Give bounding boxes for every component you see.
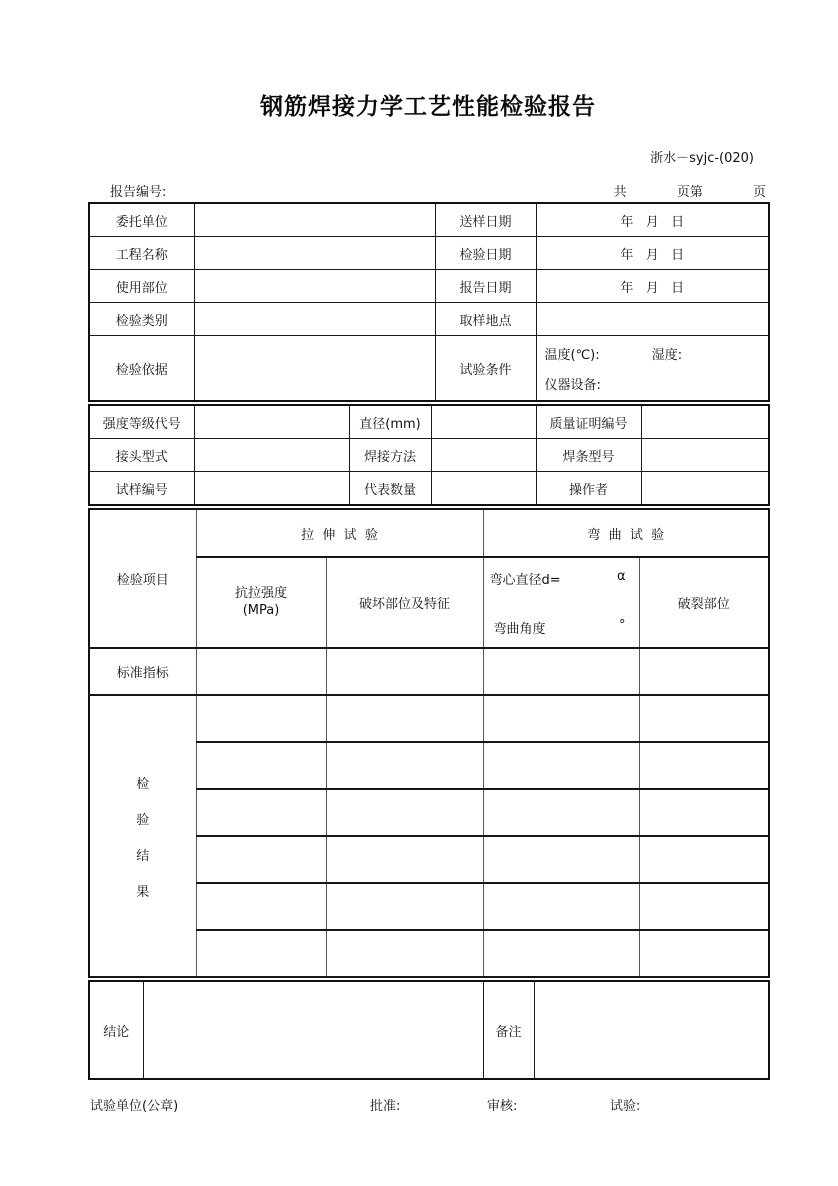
joint-type-value [194, 439, 349, 472]
result-cell [483, 836, 639, 883]
report-no-label: 报告编号: [110, 185, 167, 200]
table-row [89, 472, 769, 506]
table-row [89, 695, 769, 742]
conclusion-value [143, 981, 483, 1079]
result-cell [639, 695, 769, 742]
pages-end-label: 页 [752, 185, 766, 200]
bend-parameters-cell [483, 557, 639, 648]
report-document [88, 0, 768, 1113]
standard-index-label: 标准指标 [89, 648, 196, 695]
strength-grade-label: 强度等级代号 [89, 405, 194, 439]
conclusion-table [88, 980, 770, 1080]
inspection-type-value [194, 303, 435, 336]
bend-test-header: 弯 曲 试 验 [483, 509, 769, 557]
standard-bend-value [483, 648, 639, 695]
tensile-strength-col-label [196, 557, 326, 648]
sampling-location-value [536, 303, 769, 336]
result-cell [196, 742, 326, 789]
sample-no-value [194, 472, 349, 506]
project-name-label: 工程名称 [89, 237, 194, 270]
sample-no-label: 试样编号 [89, 472, 194, 506]
result-cell [639, 930, 769, 977]
result-cell [639, 836, 769, 883]
result-cell [196, 883, 326, 930]
quantity-value [431, 472, 536, 506]
table-row [89, 981, 769, 1079]
bend-angle-suffix: ° [619, 617, 626, 633]
operator-value [641, 472, 769, 506]
client-unit-value [194, 203, 435, 237]
approve-label: 批准: [370, 1099, 401, 1114]
use-location-label: 使用部位 [89, 270, 194, 303]
standard-tensile-value [196, 648, 326, 695]
welding-method-value [431, 439, 536, 472]
result-cell [639, 742, 769, 789]
conclusion-label: 结论 [89, 981, 143, 1079]
strength-grade-value [194, 405, 349, 439]
table-row [89, 648, 769, 695]
result-cell [196, 695, 326, 742]
remark-value [534, 981, 769, 1079]
joint-type-label: 接头型式 [89, 439, 194, 472]
test-label: 试验: [610, 1099, 641, 1114]
result-cell [326, 695, 483, 742]
result-char: 验 [136, 812, 150, 828]
sample-date-value: 年 月 日 [536, 203, 769, 237]
inspection-date-label: 检验日期 [435, 237, 536, 270]
table-row [89, 303, 769, 336]
test-condition-label: 试验条件 [435, 336, 536, 402]
result-cell [483, 742, 639, 789]
result-cell [326, 836, 483, 883]
test-unit-seal-label: 试验单位(公章) [90, 1099, 179, 1114]
review-label: 审核: [487, 1099, 518, 1114]
inspection-basis-value [194, 336, 435, 402]
quantity-label: 代表数量 [349, 472, 431, 506]
result-cell [483, 930, 639, 977]
result-cell [326, 789, 483, 836]
humidity-label: 湿度: [651, 347, 683, 363]
pages-mid-label: 页第 [676, 185, 703, 200]
result-cell [483, 695, 639, 742]
electrode-model-value [641, 439, 769, 472]
page-count [614, 181, 768, 200]
diameter-value [431, 405, 536, 439]
bend-diameter-label: 弯心直径d= [489, 572, 561, 588]
electrode-model-label: 焊条型号 [536, 439, 641, 472]
equipment-label: 仪器设备: [544, 377, 601, 393]
result-cell [483, 789, 639, 836]
table-row [89, 439, 769, 472]
use-location-value [194, 270, 435, 303]
info-table [88, 202, 770, 402]
tensile-strength-unit: (MPa) [242, 602, 280, 618]
sampling-location-label: 取样地点 [435, 303, 536, 336]
quality-cert-label: 质量证明编号 [536, 405, 641, 439]
result-cell [483, 883, 639, 930]
result-char: 结 [136, 848, 150, 864]
inspection-type-label: 检验类别 [89, 303, 194, 336]
inspection-basis-label: 检验依据 [89, 336, 194, 402]
project-name-value [194, 237, 435, 270]
diameter-label: 直径(mm) [349, 405, 431, 439]
quality-cert-value [641, 405, 769, 439]
temperature-label: 温度(℃): [544, 347, 600, 363]
signature-line [88, 1095, 768, 1113]
table-row [89, 237, 769, 270]
result-cell [639, 789, 769, 836]
welding-method-label: 焊接方法 [349, 439, 431, 472]
pages-total-label: 共 [613, 185, 627, 200]
result-cell [639, 883, 769, 930]
form-code: 浙水－syjc-(020) [650, 151, 754, 166]
results-table [88, 508, 770, 978]
result-cell [196, 789, 326, 836]
operator-label: 操作者 [536, 472, 641, 506]
client-unit-label: 委托单位 [89, 203, 194, 237]
page-title: 钢筋焊接力学工艺性能检验报告 [260, 94, 596, 120]
failure-part-col-label: 破坏部位及特征 [326, 557, 483, 648]
report-date-value: 年 月 日 [536, 270, 769, 303]
standard-crack-value [639, 648, 769, 695]
standard-failure-value [326, 648, 483, 695]
table-row [89, 405, 769, 439]
table-row [89, 509, 769, 557]
inspection-item-label: 检验项目 [89, 509, 196, 648]
table-row [89, 270, 769, 303]
report-number-line [88, 181, 768, 200]
sample-date-label: 送样日期 [435, 203, 536, 237]
result-cell [196, 836, 326, 883]
bend-angle-label: 弯曲角度 [493, 621, 546, 637]
result-char: 检 [136, 776, 150, 792]
inspection-result-label [89, 695, 196, 977]
spec-table [88, 404, 770, 506]
tensile-test-header: 拉 伸 试 验 [196, 509, 483, 557]
remark-label: 备注 [483, 981, 534, 1079]
test-condition-value [536, 336, 769, 402]
result-cell [326, 742, 483, 789]
table-row [89, 203, 769, 237]
inspection-date-value: 年 月 日 [536, 237, 769, 270]
tensile-strength-text: 抗拉强度 [234, 586, 287, 602]
report-date-label: 报告日期 [435, 270, 536, 303]
result-cell [326, 930, 483, 977]
table-row [89, 336, 769, 402]
result-cell [196, 930, 326, 977]
result-char: 果 [136, 884, 150, 900]
result-cell [326, 883, 483, 930]
bend-diameter-suffix: α [616, 568, 626, 584]
crack-part-col-label: 破裂部位 [639, 557, 769, 648]
